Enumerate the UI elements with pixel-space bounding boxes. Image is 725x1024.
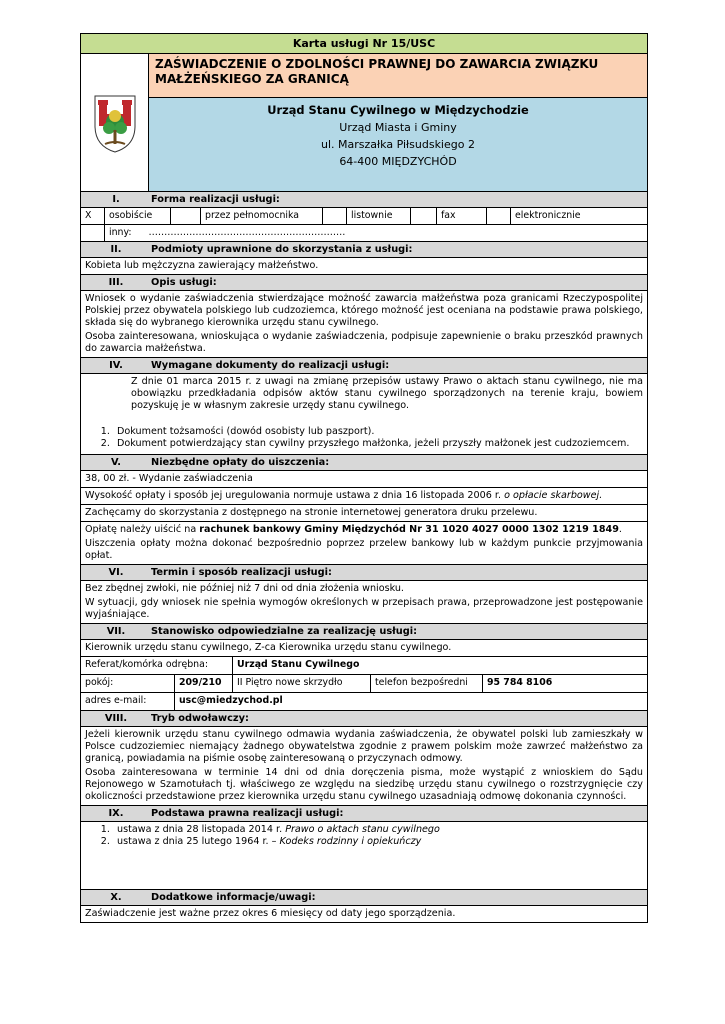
required-documents bbox=[81, 374, 647, 455]
legal-basis-list bbox=[85, 824, 643, 848]
description-paragraph-2: Osoba zainteresowana, wnioskująca o wydanie zaświadczenia, podpisuje zapewnienie o braku przeszkód prawnych do zawarcia małżeństwa. bbox=[85, 331, 643, 354]
processing-time bbox=[81, 581, 647, 624]
option-personal: osobiście bbox=[105, 208, 171, 224]
room-label: pokój: bbox=[81, 675, 175, 692]
section-number: IX. bbox=[108, 807, 124, 819]
documents-intro: Z dnie 01 marca 2015 r. z uwagi na zmianę przepisów ustawy Prawo o aktach stanu cywilnego, nie ma obowiązku przedkładania odpisów aktów stanu cywilnego sporządzonych na terenie kraju, bowiem pozyskuję je w własnym zakresie urzędy stanu cywilnego. bbox=[131, 376, 643, 411]
option-mark-mail bbox=[323, 208, 347, 224]
service-title: ZAŚWIADCZENIE O ZDOLNOŚCI PRAWNEJ DO ZAWARCIA ZWIĄZKU MAŁŻEŃSKIEGO ZA GRANICĄ bbox=[149, 54, 647, 98]
section-title: Termin i sposób realizacji usługi: bbox=[151, 566, 332, 578]
section-number: VI. bbox=[108, 566, 124, 578]
section-title: Forma realizacji usługi: bbox=[151, 193, 280, 205]
additional-info: Zaświadczenie jest ważne przez okres 6 miesięcy od daty jego sporządzenia. bbox=[85, 908, 456, 919]
section-title: Podmioty uprawnione do skorzystania z usługi: bbox=[151, 243, 413, 255]
office-line-2: ul. Marszałka Piłsudskiego 2 bbox=[321, 138, 475, 151]
section-10-header bbox=[81, 890, 647, 906]
appeal-procedure bbox=[81, 727, 647, 806]
section-number: II. bbox=[110, 243, 122, 255]
room-value: 209/210 bbox=[175, 675, 233, 692]
fee-amount: 38, 00 zł. - Wydanie zaświadczenia bbox=[81, 471, 647, 488]
payment-info: Opłatę należy uiścić na rachunek bankowy Gminy Międzychód Nr 31 1020 4027 0000 1302 1219 1849. Uiszczenia opłaty można dokonać bezpośrednio poprzez przelew bankowy lub w każdym punkcie przyjmowania opłat. bbox=[81, 522, 647, 565]
section-number: III. bbox=[108, 276, 124, 288]
section-title: Podstawa prawna realizacji usługi: bbox=[151, 807, 344, 819]
payment-alternatives: Uiszczenia opłaty można dokonać bezpośrednio poprzez przelew bankowy lub w każdym punkcie przyjmowania opłat. bbox=[85, 538, 643, 561]
eligible-persons: Kobieta lub mężczyzna zawierający małżeństwo. bbox=[81, 258, 647, 275]
fee-law-title: o opłacie skarbowej. bbox=[504, 490, 603, 501]
option-proxy: przez pełnomocnika bbox=[201, 208, 323, 224]
section-title: Niezbędne opłaty do uiszczenia: bbox=[151, 456, 330, 468]
phone-value: 95 784 8106 bbox=[487, 677, 553, 688]
email-row bbox=[81, 693, 647, 711]
office-line-3: 64-400 MIĘDZYCHÓD bbox=[339, 155, 457, 168]
section-title: Wymagane dokumenty do realizacji usługi: bbox=[151, 359, 390, 371]
transfer-form-info: Zachęcamy do skorzystania z dostępnego na stronie internetowej generatora druku przelewu. bbox=[81, 505, 647, 522]
department-label: Referat/komórka odrębna: bbox=[81, 657, 233, 674]
section-4-header bbox=[81, 358, 647, 374]
email-value: usc@miedzychod.pl bbox=[179, 695, 283, 706]
description-paragraph-1: Wniosek o wydanie zaświadczenia stwierdzające możność zawarcia małżeństwa poza granicami Rzeczypospolitej Polskiej przez obywatela polskiego lub cudzoziemca, którego możność jest oceniana na podstawie prawa polskiego, składa się do wybranego kierownika urzędu stanu cywilnego. bbox=[85, 293, 643, 328]
documents-list bbox=[85, 426, 643, 450]
section-title: Stanowisko odpowiedzialne za realizację usługi: bbox=[151, 625, 418, 637]
section-1-header bbox=[81, 192, 647, 208]
office-address bbox=[149, 98, 647, 191]
legal-basis bbox=[81, 822, 647, 890]
other-label: inny: bbox=[109, 227, 132, 238]
section-6-header bbox=[81, 565, 647, 581]
section-number: VII. bbox=[106, 625, 126, 637]
section-number: X. bbox=[110, 891, 122, 903]
section-number: V. bbox=[110, 456, 122, 468]
bank-account: rachunek bankowy Gminy Międzychód Nr 31 1020 4027 0000 1302 1219 1849 bbox=[199, 524, 619, 535]
section-9-header bbox=[81, 806, 647, 822]
department-row bbox=[81, 657, 647, 675]
phone-label: telefon bezpośredni bbox=[371, 675, 483, 692]
fee-law-text: Wysokość opłaty i sposób jej uregulowania normuje ustawa z dnia 16 listopada 2006 r. bbox=[85, 490, 505, 501]
fee-law bbox=[81, 488, 647, 505]
office-name: Urząd Stanu Cywilnego w Międzychodzie bbox=[267, 103, 529, 117]
card-header bbox=[81, 54, 647, 192]
option-mark-electronic bbox=[487, 208, 511, 224]
option-electronic: elektronicznie bbox=[515, 210, 581, 221]
section-3-header bbox=[81, 275, 647, 291]
floor-value: II Piętro nowe skrzydło bbox=[233, 675, 371, 692]
appeal-paragraph-1: Jeżeli kierownik urzędu stanu cywilnego odmawia wydania zaświadczenia, że obywatel polski lub zamieszkały w Polsce cudzoziemiec niemający żadnego obywatelstwa zgodnie z prawem polskim może zawrzeć małżeństwo za granicą, powiadamia na piśmie osobę zainteresowaną o przyczynach odmowy. bbox=[85, 729, 643, 764]
list-item: 2. ustawa z dnia 25 lutego 1964 r. – Kodeks rodzinny i opiekuńczy bbox=[113, 836, 643, 848]
department-value: Urząd Stanu Cywilnego bbox=[237, 659, 360, 670]
processing-paragraph-2: W sytuacji, gdy wniosek nie spełnia wymogów określonych w przepisach prawa, przeprowadzone jest postępowanie wyjaśniające. bbox=[85, 597, 643, 620]
delivery-options bbox=[81, 208, 647, 225]
section-2-header bbox=[81, 242, 647, 258]
section-title: Tryb odwoławczy: bbox=[151, 712, 249, 724]
section-title: Dodatkowe informacje/uwagi: bbox=[151, 891, 316, 903]
section-5-header bbox=[81, 455, 647, 471]
section-number: IV. bbox=[109, 359, 123, 371]
option-mail: listownie bbox=[347, 208, 411, 224]
card-title: Karta usługi Nr 15/USC bbox=[81, 34, 647, 54]
section-7-header bbox=[81, 624, 647, 640]
room-row bbox=[81, 675, 647, 693]
list-item: 2. Dokument potwierdzający stan cywilny przyszłego małżonka, jeżeli przyszły małżonek jest cudzoziemcem. bbox=[113, 438, 643, 450]
option-fax: fax bbox=[437, 208, 487, 224]
section-8-header bbox=[81, 711, 647, 727]
responsible-position: Kierownik urzędu stanu cywilnego, Z-ca Kierownika urzędu stanu cywilnego. bbox=[81, 640, 647, 657]
list-item: 1. ustawa z dnia 28 listopada 2014 r. Prawo o aktach stanu cywilnego bbox=[113, 824, 643, 836]
list-item: 1. Dokument tożsamości (dowód osobisty lub paszport). bbox=[113, 426, 643, 438]
option-mark-personal: X bbox=[81, 208, 105, 224]
other-value: ……………………………………………………… bbox=[148, 227, 346, 238]
service-description bbox=[81, 291, 647, 358]
option-mark-proxy bbox=[171, 208, 201, 224]
other-option bbox=[81, 225, 647, 242]
option-mark-fax bbox=[411, 208, 437, 224]
section-number: I. bbox=[112, 193, 120, 205]
section-number: VIII. bbox=[104, 712, 128, 724]
email-label: adres e-mail: bbox=[81, 693, 175, 710]
appeal-paragraph-2: Osoba zainteresowana w terminie 14 dni od dnia doręczenia pisma, może wystąpić z wnioskiem do Sądu Rejonowego w Szamotułach tj. właściwego ze względu na siedzibę urzędu stanu cywilnego o rozstrzygnięcie czy okoliczności przedstawione przez kierownika urzędu stanu cywilnego uzasadniają odmowę dokonania czynności. bbox=[85, 767, 643, 802]
coat-of-arms-icon bbox=[81, 54, 149, 191]
service-card bbox=[80, 33, 648, 923]
office-line-1: Urząd Miasta i Gminy bbox=[339, 121, 457, 134]
payment-text: Opłatę należy uiścić na bbox=[85, 524, 200, 535]
section-title: Opis usługi: bbox=[151, 276, 217, 288]
processing-paragraph-1: Bez zbędnej zwłoki, nie później niż 7 dni od dnia złożenia wniosku. bbox=[85, 583, 404, 594]
